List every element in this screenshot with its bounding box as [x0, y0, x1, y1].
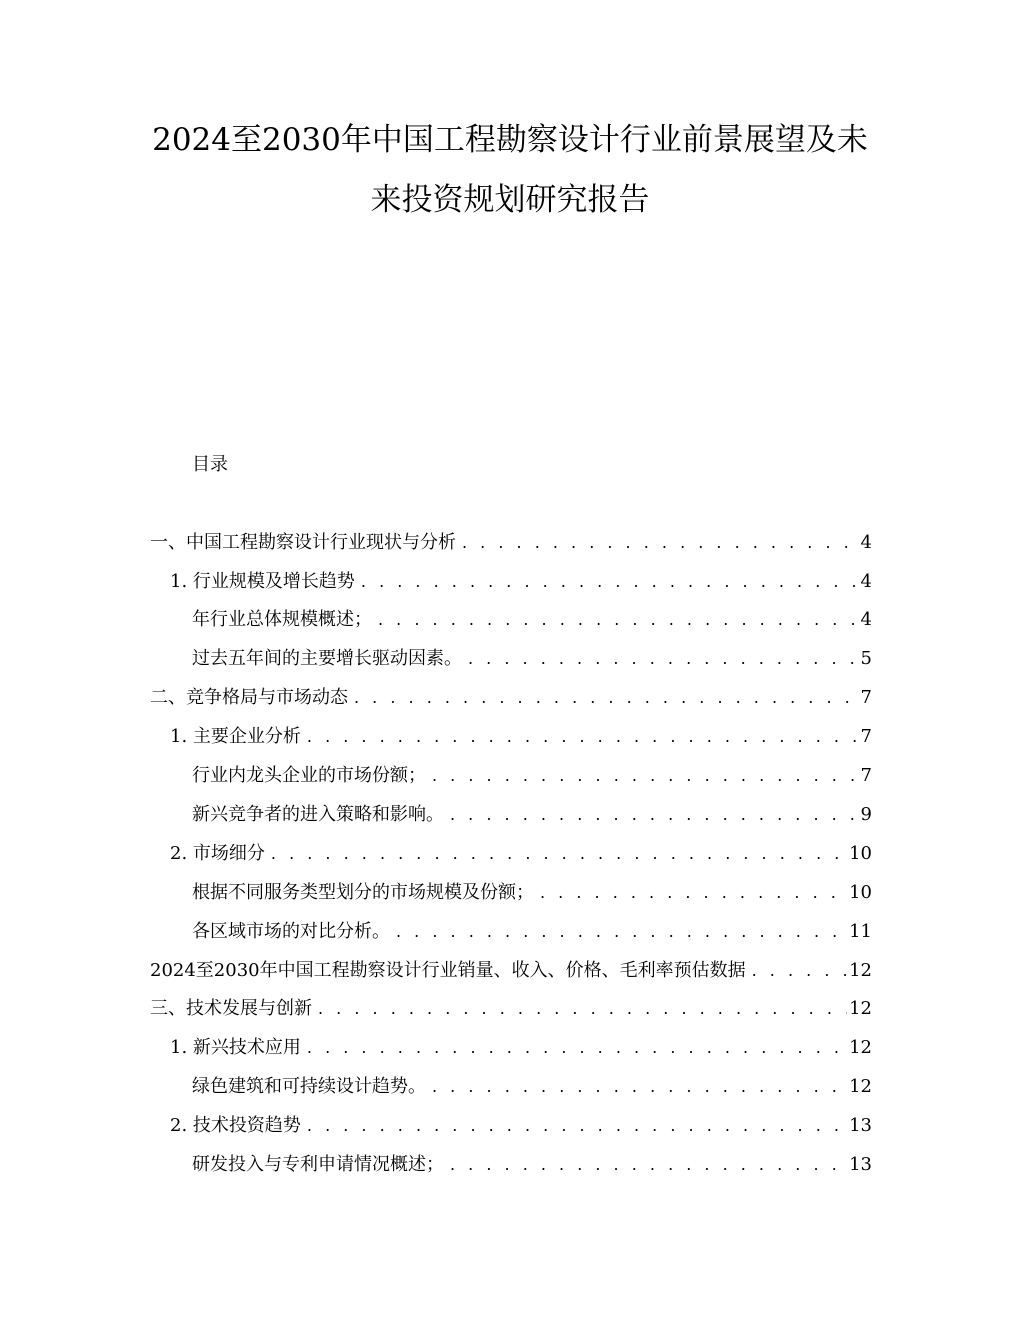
toc-leader-dots	[378, 606, 859, 634]
toc-entry-page: 4	[860, 609, 872, 630]
toc-entry-page: 9	[860, 804, 872, 825]
toc-entry-page: 12	[849, 1037, 872, 1058]
toc-entry-page: 11	[849, 921, 872, 942]
toc-entry-text: 各区域市场的对比分析。	[192, 921, 390, 942]
toc-entry-text: 根据不同服务类型划分的市场规模及份额；	[192, 882, 534, 903]
toc-leader-dots	[462, 529, 859, 557]
toc-entry[interactable]	[170, 1034, 872, 1062]
toc-leader-dots	[432, 762, 859, 790]
toc-leader-dots	[271, 840, 847, 868]
toc-entry[interactable]	[192, 645, 872, 673]
toc-leader-dots	[354, 684, 859, 712]
toc-entry[interactable]	[192, 606, 872, 634]
toc-entry-page: 12	[849, 1076, 872, 1097]
toc-entry-text: 1. 行业规模及增长趋势	[170, 571, 355, 592]
toc-entry-text: 年行业总体规模概述；	[192, 609, 372, 630]
toc-leader-dots	[307, 1034, 847, 1062]
toc-entry-text: 新兴竞争者的进入策略和影响。	[192, 804, 444, 825]
toc-entry-text: 1. 新兴技术应用	[170, 1037, 301, 1058]
toc-entry[interactable]	[192, 801, 872, 829]
toc-entry-page: 10	[849, 882, 872, 903]
toc-entry-page: 13	[849, 1115, 872, 1136]
toc-entry[interactable]	[170, 840, 872, 868]
toc-leader-dots	[432, 1073, 847, 1101]
toc-entry-page: 10	[849, 843, 872, 864]
toc-entry-text: 1. 主要企业分析	[170, 726, 301, 747]
toc-leader-dots	[540, 879, 847, 907]
toc-entry-page: 7	[860, 765, 872, 786]
toc-leader-dots	[450, 1151, 847, 1179]
toc-entry-text: 研发投入与专利申请情况概述；	[192, 1154, 444, 1175]
toc-entry-page: 4	[860, 571, 872, 592]
toc-entry-text: 三、技术发展与创新	[150, 998, 312, 1019]
document-title-line-1: 2024至2030年中国工程勘察设计行业前景展望及未	[152, 122, 868, 158]
toc-entry-page: 7	[860, 687, 872, 708]
toc-entry[interactable]	[170, 723, 872, 751]
toc-entry-page: 5	[860, 648, 872, 669]
toc-entry-text: 2024至2030年中国工程勘察设计行业销量、收入、价格、毛利率预估数据	[150, 960, 746, 981]
toc-heading: 目录	[192, 454, 228, 475]
toc-leader-dots	[361, 568, 859, 596]
toc-entry-page: 12	[849, 960, 872, 981]
toc-entry-page: 7	[860, 726, 872, 747]
toc-entry[interactable]	[150, 529, 872, 557]
toc-entry[interactable]	[170, 568, 872, 596]
toc-entry[interactable]	[192, 879, 872, 907]
toc-entry-page: 13	[849, 1154, 872, 1175]
toc-entry[interactable]	[192, 762, 872, 790]
toc-entry[interactable]	[150, 995, 872, 1023]
toc-leader-dots	[307, 723, 859, 751]
toc-entry-text: 2. 技术投资趋势	[170, 1115, 301, 1136]
toc-entry[interactable]	[170, 1112, 872, 1140]
toc-entry[interactable]	[192, 1151, 872, 1179]
toc-entry-text: 一、中国工程勘察设计行业现状与分析	[150, 532, 456, 553]
toc-leader-dots	[752, 957, 847, 985]
toc-entry[interactable]	[192, 1073, 872, 1101]
toc-entry-page: 4	[860, 532, 872, 553]
toc-entry-text: 二、竞争格局与市场动态	[150, 687, 348, 708]
toc-entry-text: 行业内龙头企业的市场份额；	[192, 765, 426, 786]
toc-entry[interactable]	[150, 957, 872, 985]
toc-entry-page: 12	[849, 998, 872, 1019]
toc-entry[interactable]	[192, 918, 872, 946]
toc-leader-dots	[318, 995, 847, 1023]
toc-entry-text: 绿色建筑和可持续设计趋势。	[192, 1076, 426, 1097]
toc-entry[interactable]	[150, 684, 872, 712]
toc-leader-dots	[450, 801, 859, 829]
toc-entry-text: 过去五年间的主要增长驱动因素。	[192, 648, 462, 669]
toc-entry-text: 2. 市场细分	[170, 843, 265, 864]
toc-leader-dots	[396, 918, 847, 946]
document-title-line-2: 来投资规划研究报告	[370, 182, 650, 218]
toc-leader-dots	[468, 645, 859, 673]
toc-leader-dots	[307, 1112, 847, 1140]
